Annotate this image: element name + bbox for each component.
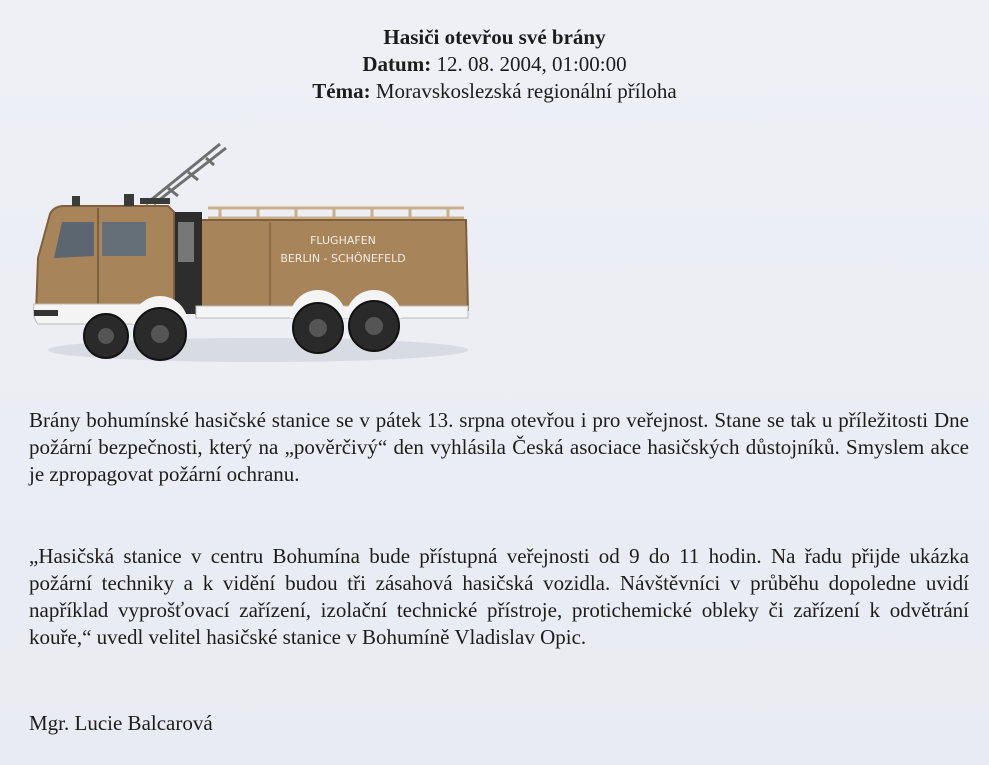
article-header xyxy=(0,24,989,105)
paragraph-1: Brány bohumínské hasičské stanice se v pátek 13. srpna otevřou i pro veřejnost. Stane se tak u příležitosti Dne požární bezpečnosti, který na „pověrčivý“ den vyhlásila Česká asociace hasičských důstojníků. Smyslem akce je zpropagovat požární ochranu. xyxy=(29,408,969,486)
date-value: 12. 08. 2004, 01:00:00 xyxy=(436,52,627,76)
truck-label-line1: FLUGHAFEN xyxy=(310,234,376,247)
article-title: Hasiči otevřou své brány xyxy=(383,25,606,49)
topic-line xyxy=(0,78,989,105)
truck-label-line2: BERLIN - SCHÖNEFELD xyxy=(280,252,406,265)
topic-value: Moravskoslezská regionální příloha xyxy=(375,79,677,103)
author-name: Mgr. Lucie Balcarová xyxy=(29,711,213,735)
fire-truck-photo xyxy=(28,138,480,374)
topic-label: Téma: xyxy=(312,79,371,103)
date-line xyxy=(0,51,989,78)
paragraph-2: „Hasičská stanice v centru Bohumína bude přístupná veřejnosti od 9 do 11 hodin. Na řadu přijde ukázka požární techniky a k vidění budou tři zásahová hasičská vozidla. Návštěvníci v průběhu dopoledne uvidí například vyprošťovací zařízení, izolační technické přístroje, protichemické obleky či zařízení k odvětrání kouře,“ uvedl velitel hasičské stanice v Bohumíně Vladislav Opic. xyxy=(29,544,969,649)
date-label: Datum: xyxy=(362,52,432,76)
